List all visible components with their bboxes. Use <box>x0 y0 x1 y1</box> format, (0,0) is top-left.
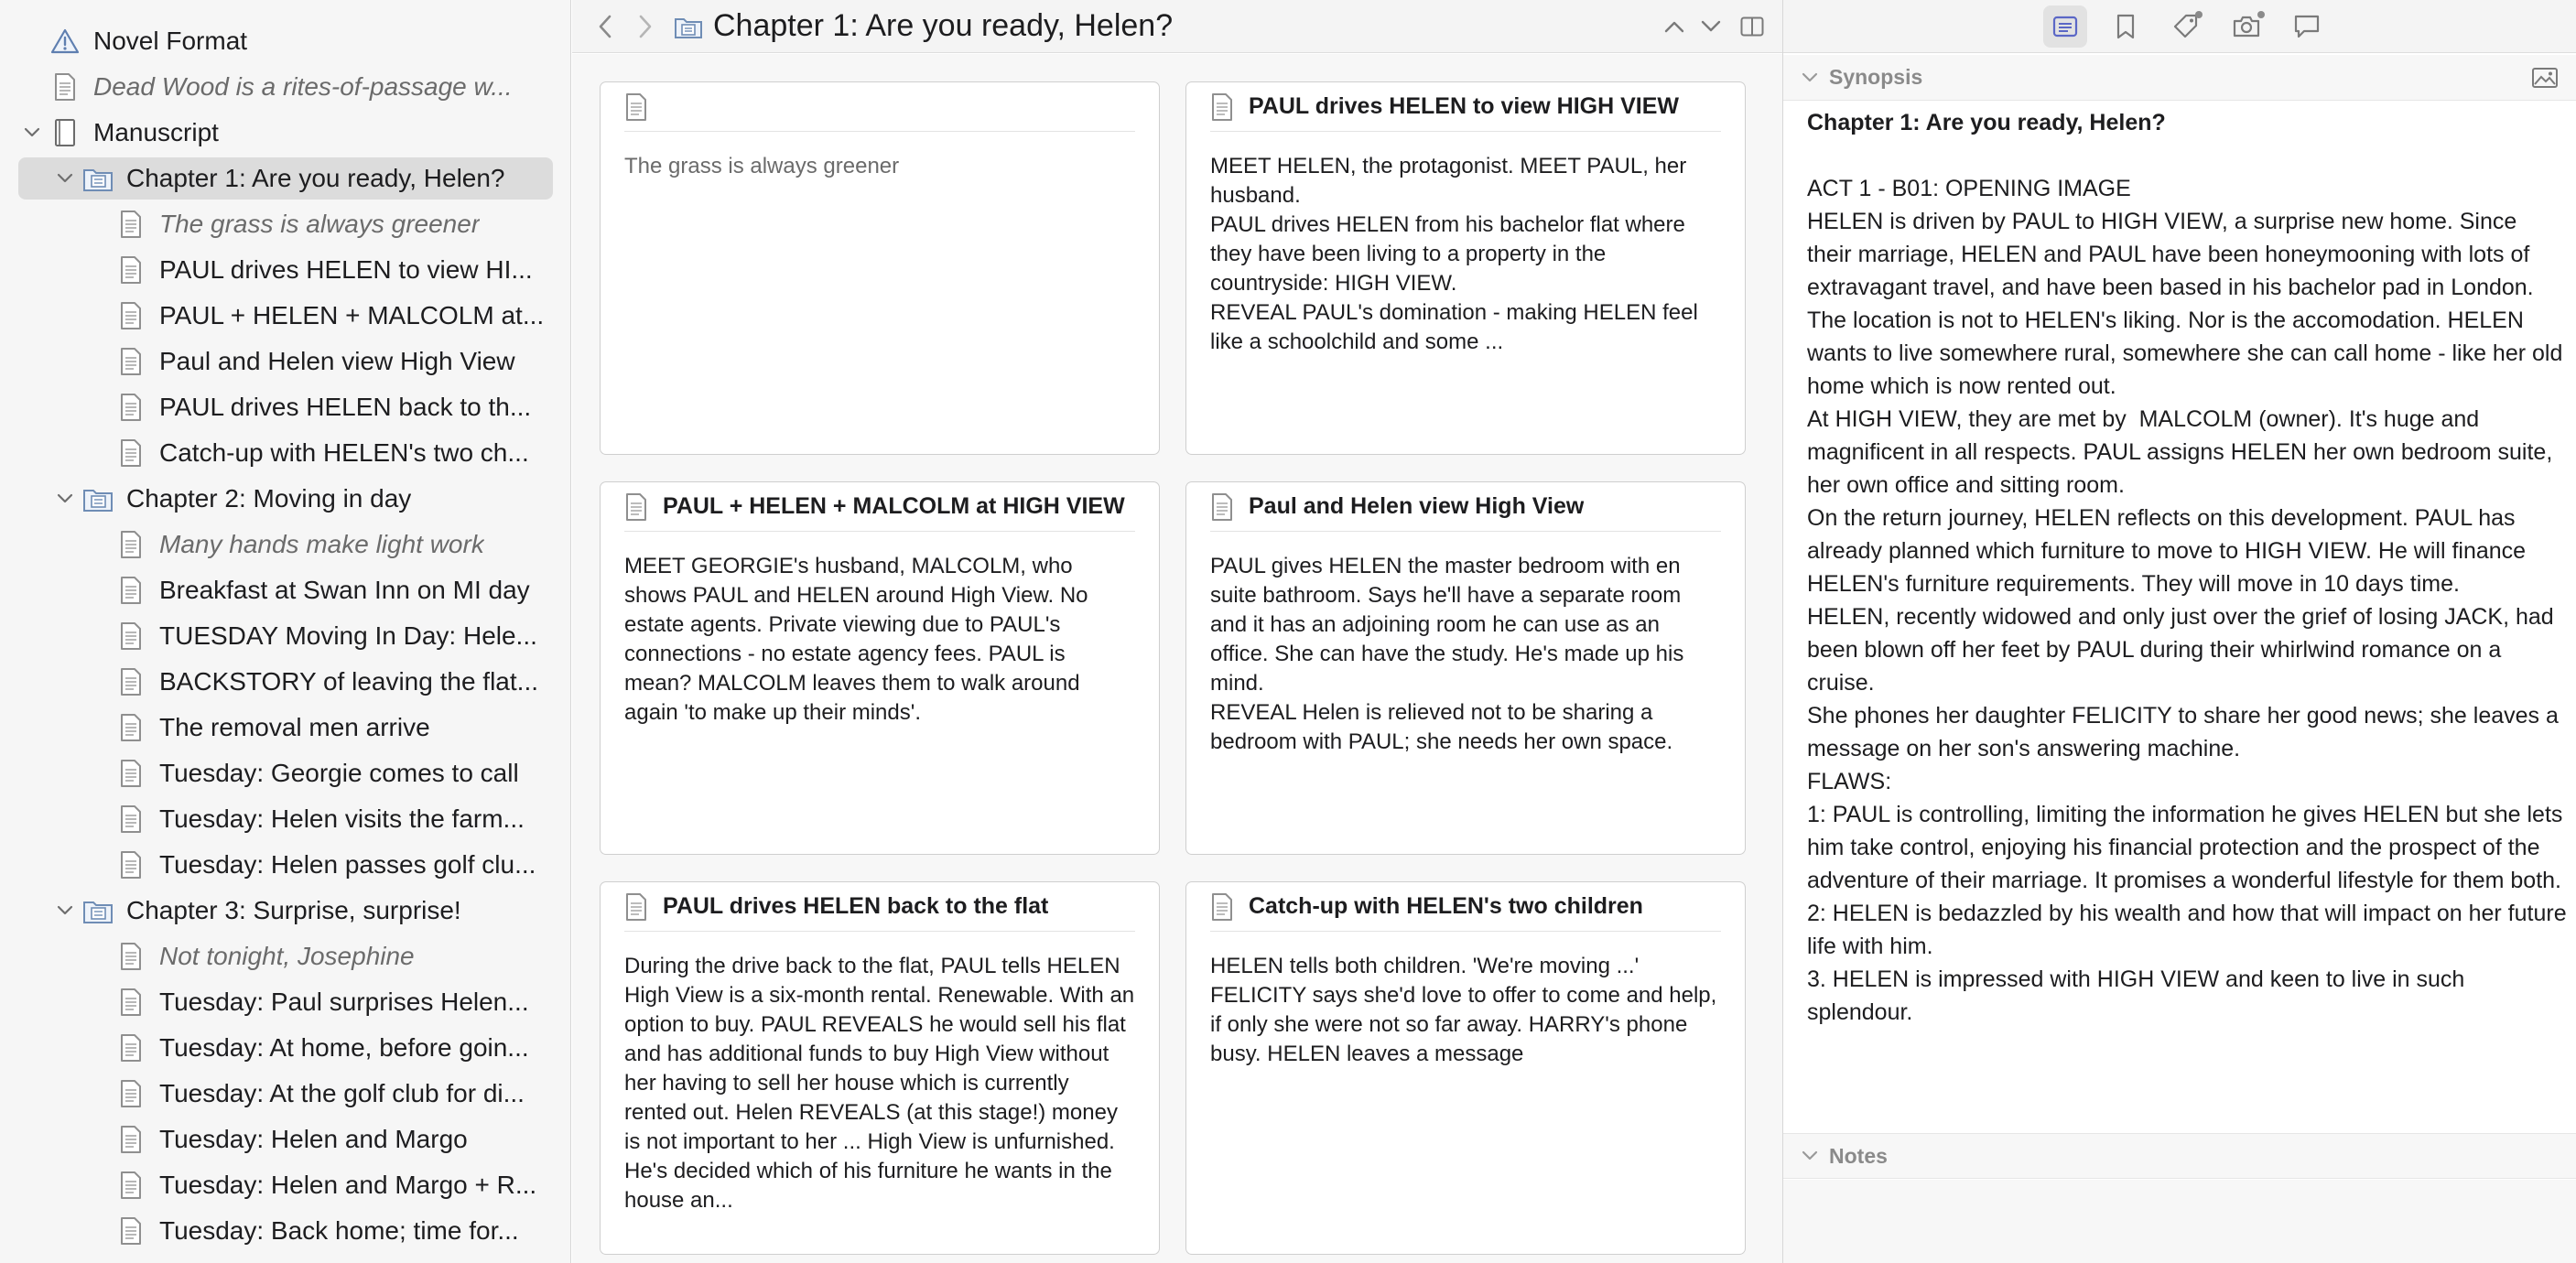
warning-icon <box>49 26 81 57</box>
binder-item-label: Many hands make light work <box>159 530 484 558</box>
binder-item-label: Not tonight, Josephine <box>159 942 415 970</box>
binder-item-label: Tuesday: Helen visits the farm... <box>159 804 525 833</box>
index-card[interactable] <box>1185 481 1746 855</box>
comment-icon <box>2293 14 2321 39</box>
document-icon <box>1210 892 1234 922</box>
binder-item[interactable] <box>18 661 553 703</box>
binder-item[interactable] <box>18 66 553 108</box>
previous-document-button[interactable] <box>1656 6 1693 47</box>
document-icon <box>115 1124 146 1155</box>
binder-item-label: Tuesday: At home, before goin... <box>159 1033 529 1062</box>
editor-header <box>572 0 1782 53</box>
binder-item[interactable] <box>18 249 553 291</box>
document-icon <box>1210 492 1234 522</box>
back-button[interactable] <box>585 6 625 47</box>
binder-item[interactable] <box>18 203 553 245</box>
chevron-right-icon <box>638 15 653 38</box>
document-icon <box>49 71 81 103</box>
card-header <box>1210 482 1721 532</box>
chevron-down-icon <box>1802 72 1818 83</box>
document-icon <box>115 1032 146 1063</box>
binder-item[interactable] <box>18 569 553 611</box>
document-icon <box>115 987 146 1018</box>
binder-item-label: Catch-up with HELEN's two ch... <box>159 438 529 467</box>
document-icon <box>115 758 146 789</box>
card-synopsis[interactable]: The grass is always greener <box>624 154 900 178</box>
bookmarks-tab-button[interactable] <box>2104 5 2148 48</box>
forward-button[interactable] <box>625 6 666 47</box>
binder-item-label: PAUL drives HELEN back to th... <box>159 393 532 421</box>
snapshots-tab-button[interactable] <box>2224 5 2268 48</box>
index-card[interactable] <box>600 81 1160 455</box>
binder-item[interactable] <box>18 432 553 474</box>
synopsis-section-header[interactable] <box>1783 55 2576 101</box>
document-icon <box>115 437 146 469</box>
notes-section-header[interactable] <box>1783 1133 2576 1179</box>
binder-item-label: Chapter 2: Moving in day <box>126 484 412 513</box>
card-title[interactable]: PAUL drives HELEN back to the flat <box>663 893 1049 919</box>
document-icon <box>624 892 648 922</box>
binder-item[interactable] <box>18 1164 553 1206</box>
image-icon[interactable] <box>2531 67 2559 89</box>
document-icon <box>115 941 146 972</box>
folder-icon <box>671 6 706 47</box>
binder-item[interactable] <box>18 935 553 977</box>
binder-item-label: Tuesday: Georgie comes to call <box>159 759 519 787</box>
metadata-tab-button[interactable] <box>2164 5 2208 48</box>
binder-item[interactable] <box>18 1118 553 1160</box>
binder-sidebar <box>0 0 571 1263</box>
binder-folder-item[interactable] <box>18 890 553 932</box>
binder-item-label: The grass is always greener <box>159 210 481 238</box>
card-header <box>624 882 1135 932</box>
comments-tab-button[interactable] <box>2285 5 2329 48</box>
synopsis-text[interactable]: ACT 1 - B01: OPENING IMAGE HELEN is driven by PAUL to HIGH VIEW, a surprise new home. Since their marriage, HELEN and PAUL have been honeymooning with lots of extravagant travel, and have been based in his bachelor pad in London. The location is not to HELEN's liking. Nor is the accomodation. HELEN wants to live somewhere rural, somewhere she can call home - like her old home which is now rented out. At HIGH VIEW, they are met by MALCOLM (owner). It's huge and magnificent in all respects. PAUL assigns HELEN her own bedroom suite, her own office and sitting room. On the return journey, HELEN reflects on this development. PAUL has already planned which furniture to move to HIGH VIEW. He will finance HELEN's furniture requirements. They will move in 10 days time. HELEN, recently widowed and only just over the grief of losing JACK, had been blown off her feet by PAUL during their whirlwind romance on a cruise. She phones her daughter FELICITY to share her good news; she leaves a message on her son's answering machine. FLAWS: 1: PAUL is controlling, limiting the information he gives HELEN but she lets him take control, enjoying his financial protection and the prospect of the adventure of their marriage. It promises a wonderful lifestyle for them both. 2: HELEN is bedazzled by his wealth and how that will impact on her future life with him. 3. HELEN is impressed with HIGH VIEW and keen to live in such splendour. <box>1807 176 2567 1025</box>
chevron-down-icon <box>1802 1150 1818 1161</box>
binder-item-label: PAUL drives HELEN to view HI... <box>159 255 533 284</box>
inspector-toolbar <box>1783 0 2576 53</box>
manuscript-icon <box>49 117 81 148</box>
notes-area[interactable] <box>1783 1180 2576 1263</box>
chevron-down-icon <box>1701 20 1721 33</box>
binder-item-label: Chapter 1: Are you ready, Helen? <box>126 164 505 192</box>
card-synopsis[interactable]: HELEN tells both children. 'We're moving ...' FELICITY says she'd love to offer to come and help, if only she were not so far away. HARRY's phone busy. HELEN leaves a message <box>1210 954 1723 1066</box>
synopsis-title[interactable]: Chapter 1: Are you ready, Helen? <box>1807 110 2166 135</box>
binder-item[interactable] <box>18 615 553 657</box>
binder-item[interactable] <box>18 340 553 383</box>
binder-folder-item[interactable] <box>18 157 553 200</box>
folder-icon <box>82 895 114 926</box>
document-icon <box>115 712 146 743</box>
bookmark-icon <box>2116 14 2136 39</box>
binder-item-label: Tuesday: Helen and Margo <box>159 1125 468 1153</box>
document-icon <box>115 254 146 286</box>
binder-item-label: Tuesday: Paul surprises Helen... <box>159 988 529 1016</box>
folder-icon <box>82 483 114 514</box>
index-card[interactable] <box>1185 881 1746 1255</box>
card-synopsis[interactable]: During the drive back to the flat, PAUL tells HELEN High View is a six-month rental. Renewable. With an option to buy. PAUL REVEALS he would sell his flat and has additional funds to buy High View without her having to sell her house which is currently rented out. Helen REVEALS (at this stage!) money is not important to her ... High View is unfurnished. He's decided which of his furniture he wants in the house an... <box>624 954 1141 1213</box>
binder-item-label: Tuesday: At the golf club for di... <box>159 1079 525 1107</box>
binder-item-label: Chapter 3: Surprise, surprise! <box>126 896 461 924</box>
binder-item-label: BACKSTORY of leaving the flat... <box>159 667 538 696</box>
binder-item-label: The removal men arrive <box>159 713 430 741</box>
card-header <box>1210 82 1721 132</box>
binder-item[interactable] <box>18 524 553 566</box>
card-title[interactable]: Paul and Helen view High View <box>1249 493 1585 519</box>
index-card[interactable] <box>600 481 1160 855</box>
binder-item-label: Manuscript <box>93 118 219 146</box>
document-icon <box>115 1170 146 1201</box>
binder-item-label: TUESDAY Moving In Day: Hele... <box>159 621 537 650</box>
binder-item[interactable] <box>18 1027 553 1069</box>
inspector-panel <box>1782 0 2576 1263</box>
document-icon <box>115 392 146 423</box>
split-editor-button[interactable] <box>1729 6 1775 47</box>
document-icon <box>115 529 146 560</box>
binder-item-label: Paul and Helen view High View <box>159 347 515 375</box>
document-icon <box>115 575 146 606</box>
disclosure-chevron-down-icon[interactable] <box>51 173 79 184</box>
binder-item[interactable] <box>18 844 553 886</box>
chevron-up-icon <box>1664 20 1684 33</box>
synopsis-tab-button[interactable] <box>2043 5 2087 48</box>
card-synopsis[interactable]: PAUL gives HELEN the master bedroom with en suite bathroom. Says he'll have a separate room and it has an adjoining room he can use as an office. She can have the study. He's made up his mind. REVEAL Helen is relieved not to be sharing a bedroom with PAUL; she needs her own space. <box>1210 554 1684 754</box>
binder-item[interactable] <box>18 386 553 428</box>
index-card[interactable] <box>600 881 1160 1255</box>
document-icon <box>115 804 146 835</box>
card-header <box>624 82 1135 132</box>
disclosure-chevron-down-icon[interactable] <box>18 127 46 138</box>
binder-folder-item[interactable] <box>18 478 553 520</box>
card-title[interactable]: Catch-up with HELEN's two children <box>1249 893 1643 919</box>
binder-item[interactable] <box>18 1073 553 1115</box>
corkboard <box>572 54 1782 1263</box>
document-icon <box>624 92 648 122</box>
binder-item-label: Tuesday: Helen passes golf clu... <box>159 850 536 879</box>
binder-item[interactable] <box>18 112 553 154</box>
next-document-button[interactable] <box>1693 6 1729 47</box>
notes-label: Notes <box>1829 1143 1888 1168</box>
disclosure-chevron-down-icon[interactable] <box>51 905 79 916</box>
document-icon <box>624 492 648 522</box>
binder-item-label: Tuesday: Helen and Margo + R... <box>159 1171 537 1199</box>
chevron-left-icon <box>598 15 612 38</box>
document-icon <box>115 1078 146 1109</box>
document-icon <box>115 666 146 697</box>
card-title[interactable]: PAUL drives HELEN to view HIGH VIEW <box>1249 93 1679 119</box>
binder-item-label: Tuesday: Back home; time for... <box>159 1216 519 1245</box>
binder-item-label: Novel Format <box>93 27 248 55</box>
binder-item-label: Breakfast at Swan Inn on MI day <box>159 576 530 604</box>
camera-icon <box>2232 15 2261 38</box>
folder-icon <box>82 163 114 194</box>
document-icon <box>1210 92 1234 122</box>
document-icon <box>115 300 146 331</box>
document-icon <box>115 1215 146 1247</box>
binder-item[interactable] <box>18 752 553 794</box>
index-card[interactable] <box>1185 81 1746 455</box>
binder-item[interactable] <box>18 981 553 1023</box>
document-icon <box>115 849 146 880</box>
card-title[interactable]: PAUL + HELEN + MALCOLM at HIGH VIEW <box>663 493 1125 519</box>
disclosure-chevron-down-icon[interactable] <box>51 493 79 504</box>
document-title: Chapter 1: Are you ready, Helen? <box>713 8 1174 43</box>
binder-item[interactable] <box>18 798 553 840</box>
card-header <box>624 482 1135 532</box>
document-icon <box>115 346 146 377</box>
binder-item-label: PAUL + HELEN + MALCOLM at... <box>159 301 545 329</box>
notecard-icon <box>2052 16 2078 38</box>
binder-item[interactable] <box>18 20 553 62</box>
document-icon <box>115 621 146 652</box>
document-icon <box>115 209 146 240</box>
card-synopsis[interactable]: MEET GEORGIE's husband, MALCOLM, who shows PAUL and HELEN around High View. No estate agents. Private viewing due to PAUL's connections - no estate agency fees. PAUL is mean? MALCOLM leaves them to walk around again 'to make up their minds'. <box>624 554 1095 725</box>
card-synopsis[interactable]: MEET HELEN, the protagonist. MEET PAUL, her husband. PAUL drives HELEN from his bachelor flat where they have been living to a property in the countryside: HIGH VIEW. REVEAL PAUL's domination - making HELEN feel like a schoolchild and some ... <box>1210 154 1698 354</box>
synopsis-label: Synopsis <box>1829 65 1923 89</box>
binder-item[interactable] <box>18 295 553 337</box>
binder-item[interactable] <box>18 1210 553 1252</box>
binder-item[interactable] <box>18 707 553 749</box>
binder-item-label: Dead Wood is a rites-of-passage w... <box>93 72 513 101</box>
card-header <box>1210 882 1721 932</box>
split-view-icon <box>1740 16 1764 37</box>
